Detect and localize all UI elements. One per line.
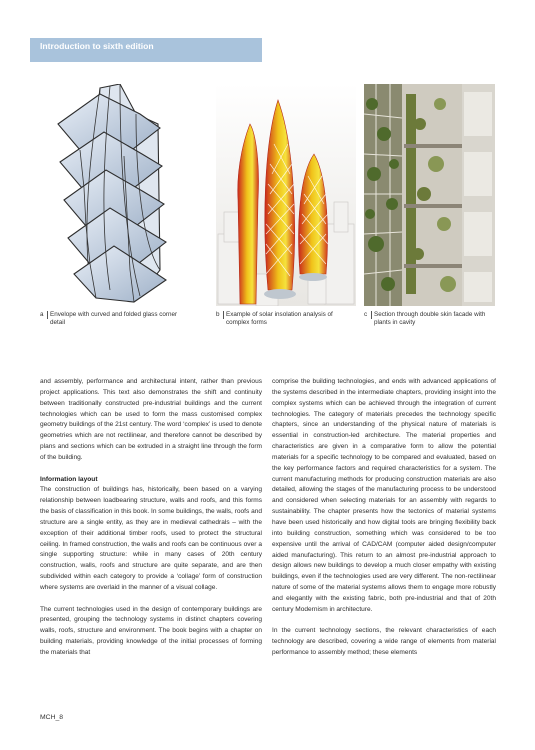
figure-c-caption-text: Section through double skin facade with plants in cavity <box>374 311 486 326</box>
figure-b-solar-insolation-towers <box>216 84 356 306</box>
subheading-information-layout: Information layout <box>40 475 98 483</box>
body-paragraph: The current technologies used in the design of contemporary buildings are presented, grouping the technology systems in distinct chapters covering walls, roofs, structure and environment. The book begins with a chapter on building materials, providing knowledge of the initial processes of forming the materials that <box>40 605 262 656</box>
figure-a-caption-text: Envelope with curved and folded glass corner detail <box>50 311 178 326</box>
body-paragraph: In the current technology sections, the relevant characteristics of each technology are described, covering a wide range of elements from material performance to assembly method; these elements <box>272 627 496 657</box>
double-skin-facade-photo <box>364 84 495 306</box>
caption-divider <box>223 311 224 319</box>
figure-c-double-skin-facade <box>364 84 495 306</box>
body-column-left <box>40 377 262 670</box>
figure-a-glass-corner-envelope <box>40 84 208 306</box>
body-paragraph: The construction of buildings has, historically, been based on a varying relationship between loadbearing structure, walls and roofs, and this forms the basis of classification in this book. In some buildings, the walls, roofs and structure are a single entity, as they are in medieval cathedrals – with the exception of their additional timber roofs, used to protect the structural ceiling. In framed construction, the walls and roofs can be continuous over a single supporting structure: while in many cases of 20th century construction, walls, roofs and structure are quite separate, and are then subdivided within each category to provide a ‘collage’ form of construction where systems are overlaid in the manner of a visual collage. <box>40 486 262 591</box>
caption-divider <box>371 311 372 319</box>
figure-b-caption-text: Example of solar insolation analysis of complex forms <box>226 311 333 326</box>
figure-b-letter: b <box>216 311 220 318</box>
glass-corner-envelope-drawing <box>40 84 208 306</box>
figure-a-letter: a <box>40 311 44 318</box>
body-paragraph: comprise the building technologies, and ends with advanced applications of the systems described in the intermediate chapters, providing insight into the complex systems which can be achieved through the integration of current technologies. The category of materials precedes the technology specific chapters, since an understanding of the physical nature of materials is essential in construction-led architecture. The material properties and characteristics are given in a comparative form to allow the potential materials for a specific technology to be compared and evaluated, based on the key performance factors and required characteristics for a system. The current manufacturing methods for producing construction materials are also detailed, allowing the stages of the manufacturing process to be understood and considered when selecting materials for an assembly with regards to sustainability. The chapter presents how the tectonics of material systems have been used historically and how digital tools are bringing flexibility back into building construction, something which was considered to be too expensive until the arrival of CAD/CAM (computer aided design/computer aided manufacturing). This return to an almost pre-industrial approach to design allows new buildings to develop a much closer empathy with existing buildings, even if the technologies used are very different. The non-rectilinear nature of some of the material systems allows them to engage more robustly and elegantly with the existing fabric, both pre-industrial and that of 20th century Modernism in architecture. <box>272 378 496 613</box>
caption-divider <box>47 311 48 319</box>
solar-insolation-render <box>216 84 356 306</box>
figure-c-letter: c <box>364 311 368 318</box>
body-column-right <box>272 377 496 670</box>
page-folio: MCH_8 <box>40 714 64 721</box>
body-paragraph: and assembly, performance and architectural intent, rather than previous project applications. This text also demonstrates the shift and continuity between traditionally constructed pre-industrial buildings and the current technologies which can be used to form the mass customised complex geometry buildings of the 21st century. The word ‘complex’ is used to denote geometries which are not rectilinear, and therefore cannot be described by plans and sections which can be extruded in a straight line through the form of the building. <box>40 378 262 461</box>
section-header-band <box>30 38 262 62</box>
section-header-title: Introduction to sixth edition <box>40 41 154 51</box>
